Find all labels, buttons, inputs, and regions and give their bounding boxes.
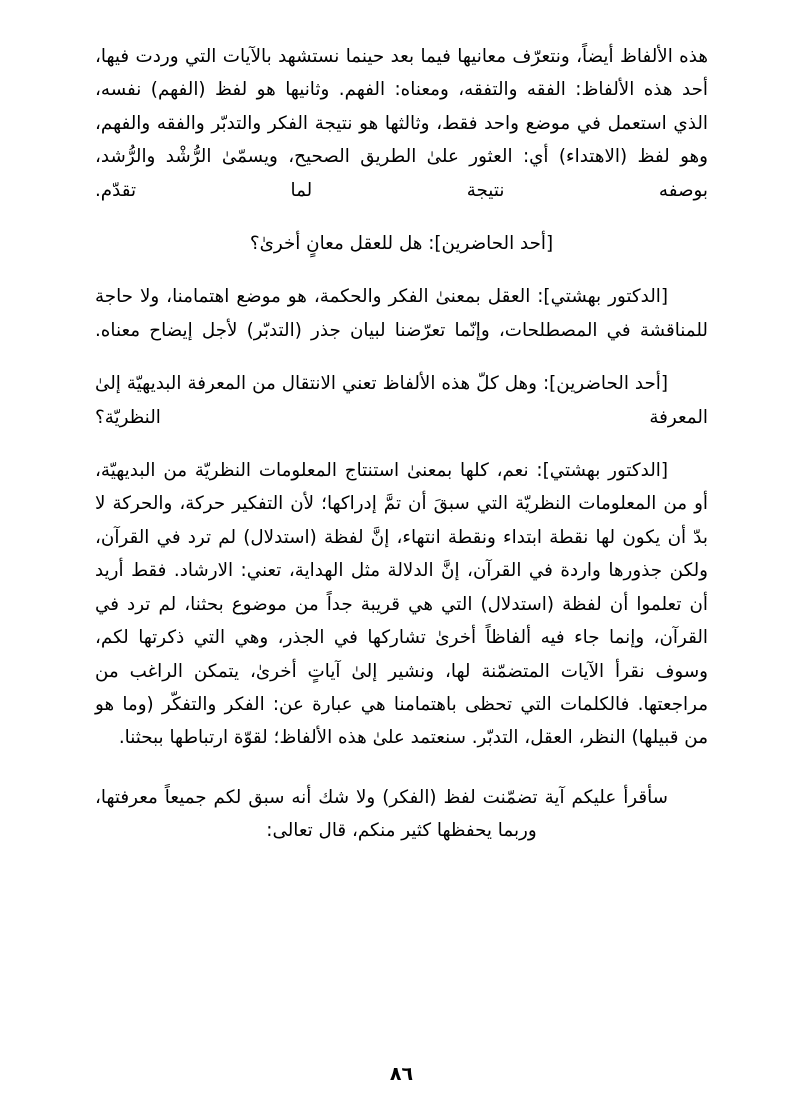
paragraph-spacer: [95, 260, 708, 280]
page-number: ٨٦: [389, 1063, 414, 1085]
paragraph-spacer: [95, 347, 708, 367]
paragraph-spacer: [95, 207, 708, 227]
paragraph-2-question: [أحد الحاضرين]: هل للعقل معانٍ أخرىٰ؟: [249, 233, 554, 255]
page-filler: [95, 848, 708, 1083]
paragraph-1: هذه الألفاظ أيضاً، ونتعرّف معانيها فيما بعد حينما نستشهد بالآيات التي وردت فيها، أحد هذه الألفاظ: الفقه والتفقه، ومعناه: الفهم. وثانيها هو لفظ (الفهم) نفسه، الذي استعمل في موضع واحد فقط، وثالثها هو نتيجة الفكر والتدبّر والفقه والفهم، وهو لفظ (الاهتداء) أي: العثور علىٰ الطريق الصحيح، ويسمّىٰ الرُّشْد والرُّشد، بوصفه نتيجة لما تقدّم.: [95, 46, 708, 201]
paragraph-4-question: [أحد الحاضرين]: وهل كلّ هذه الألفاظ تعني الانتقال من المعرفة البديهيّة إلىٰ المعرفة النظريّة؟: [95, 373, 708, 428]
paragraph-spacer: [95, 755, 708, 781]
paragraph-3-answer: [الدكتور بهشتي]: العقل بمعنىٰ الفكر والحكمة، هو موضع اهتمامنا، ولا حاجة للمناقشة في المصطلحات، وإنّما تعرّضنا لبيان جذر (التدبّر) لأجل إيضاح معناه.: [95, 286, 708, 341]
paragraph-spacer: [95, 434, 708, 454]
paragraph-5-answer: [الدكتور بهشتي]: نعم، كلها بمعنىٰ استنتاج المعلومات النظريّة من البديهيّة، أو من المعلومات النظريّة التي سبقَ أن تمَّ إدراكها؛ لأن التفكير حركة، والحركة لا بدّ أن يكون لها نقطة ابتداء ونقطة انتهاء، إنَّ لفظة (استدلال) لم ترد في القرآن، ولكن جذورها واردة في القرآن، إنَّ الدلالة مثل الهداية، تعني: الارشاد. فقط أريد أن تعلموا أن لفظة (استدلال) التي هي قريبة جداً من موضوع بحثنا، لم ترد في القرآن، وإنما جاء فيه ألفاظاً أخرىٰ تشاركها في الجذر، وهي التي ذكرتها لكم، وسوف نقرأ الآيات المتضمّنة لها، ونشير إلىٰ آياتٍ أخرىٰ، يتمكن الراغب من مراجعتها. فالكلمات التي تحظى باهتمامنا هي عبارة عن: الفكر والتفكّر (وما هو من قبيلها) النظر، العقل، التدبّر. سنعتمد علىٰ هذه الألفاظ؛ لقوّة ارتباطها ببحثنا.: [95, 460, 708, 749]
paragraph-6-closing: سأقرأ عليكم آية تضمّنت لفظ (الفكر) ولا شك أنه سبق لكم جميعاً معرفتها، وربما يحفظها كثير منكم، قال تعالى:: [95, 786, 668, 842]
